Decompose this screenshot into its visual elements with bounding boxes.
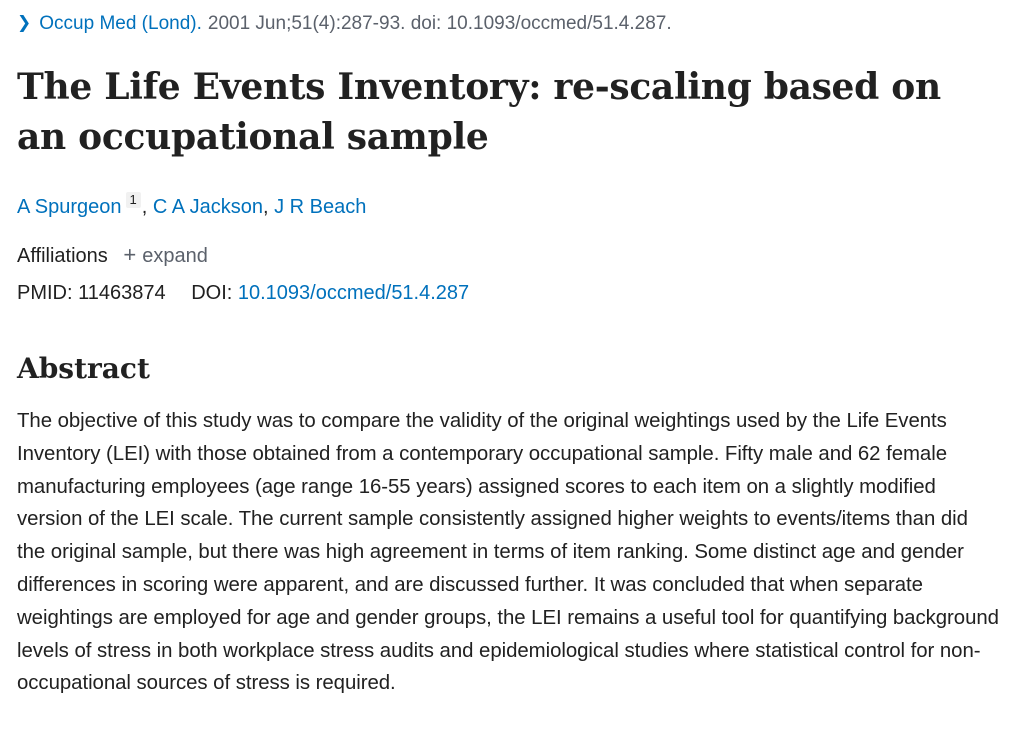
author-link-beach[interactable]: J R Beach [274, 196, 367, 218]
abstract-heading: Abstract [17, 352, 150, 385]
affiliations-row [17, 242, 208, 269]
affiliation-ref-badge[interactable]: 1 [126, 192, 141, 208]
abstract-text: The objective of this study was to compare the validity of the original weightings used by the Life Events Inventory (LEI) with those obtained from a contemporary occupational sample. Fifty male and 62 female manufacturing employees (age range 16-55 years) assigned scores to each item on a slightly modified version of the LEI scale. The current sample consistently assigned higher weights to events/items than did the original sample, but there was high agreement in terms of item ranking. Some distinct age and gender differences in scoring were apparent, and are discussed further. It was concluded that when separate weightings are employed for age and gender groups, the LEI remains a useful tool for quantifying background levels of stress in both workplace stress audits and epidemiological studies where statistical control for non-occupational sources of stress is required. [17, 410, 999, 695]
pmid-label: PMID: [17, 282, 73, 304]
citation-line [17, 12, 672, 36]
author-link-spurgeon[interactable]: A Spurgeon [17, 196, 122, 218]
doi-link[interactable]: 10.1093/occmed/51.4.287 [237, 282, 470, 304]
affiliations-label: Affiliations [17, 245, 108, 267]
article-title: The Life Events Inventory: re-scaling based on an occupational sample [17, 66, 941, 158]
authors-list [17, 192, 366, 220]
chevron-right-icon[interactable]: ❯ [17, 13, 32, 32]
plus-icon: + [123, 242, 137, 267]
identifiers-row [17, 280, 469, 306]
affiliations-expand-button[interactable] [123, 242, 208, 267]
citation-details: 2001 Jun;51(4):287-93. doi: 10.1093/occmed/51.4.287. [207, 13, 672, 34]
pmid-value: 11463874 [78, 282, 166, 304]
expand-label: expand [142, 245, 208, 267]
doi-label: DOI: [191, 282, 233, 304]
author-separator: , [262, 196, 275, 218]
journal-link[interactable]: Occup Med (Lond). [39, 13, 202, 34]
author-separator: , [141, 196, 153, 218]
author-link-jackson[interactable]: C A Jackson [152, 196, 263, 218]
